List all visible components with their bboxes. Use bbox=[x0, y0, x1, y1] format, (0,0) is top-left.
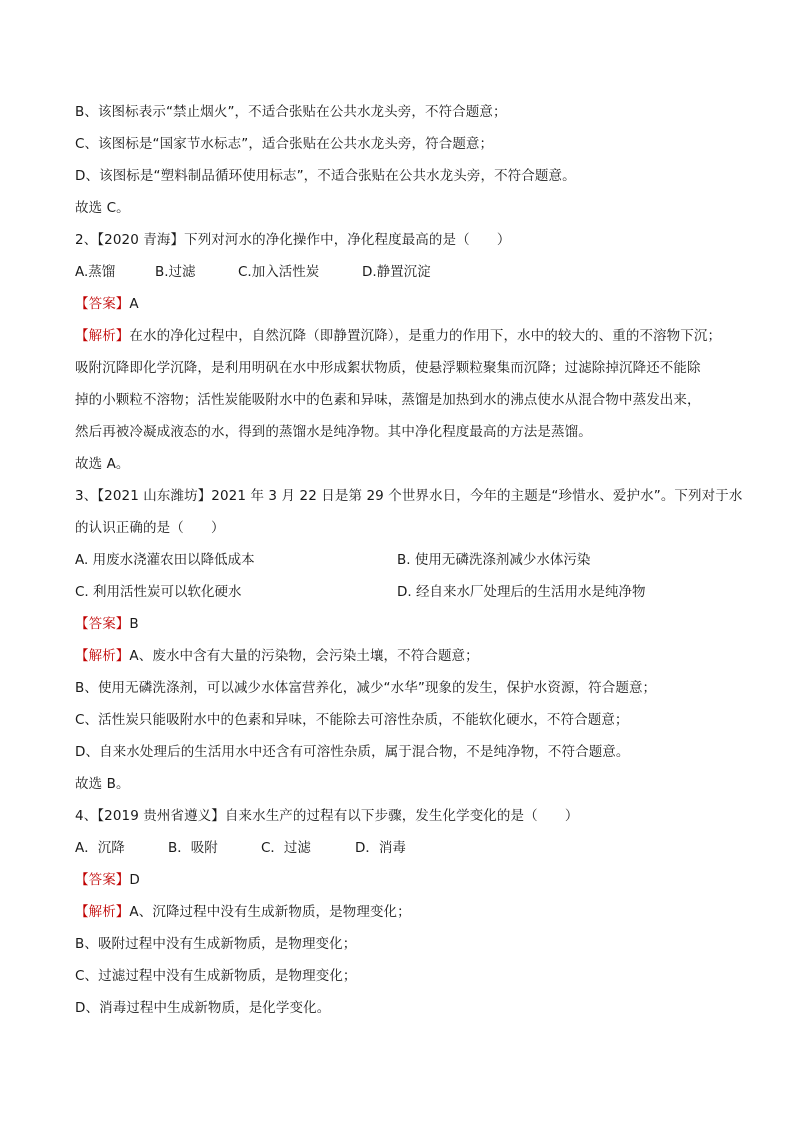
q3-analysis-line-3: C、活性炭只能吸附水中的色素和异味，不能除去可溶性杂质，不能软化硬水，不符合题意； bbox=[75, 712, 629, 728]
q4-answer bbox=[75, 870, 140, 890]
q4-analysis-line-3: C、过滤过程中没有生成新物质，是物理变化； bbox=[75, 968, 357, 984]
prev-analysis-d: D、该图标是“塑料制品循环使用标志”，不适合张贴在公共水龙头旁，不符合题意。 bbox=[75, 168, 576, 184]
q3-stem-line-1 bbox=[75, 486, 742, 506]
q4-option-c: C．过滤 bbox=[261, 840, 311, 856]
q3-option-c: C. 利用活性炭可以软化硬水 bbox=[75, 584, 242, 600]
q4-analysis-line-2: B、吸附过程中没有生成新物质，是物理变化； bbox=[75, 936, 357, 952]
q3-choice: 故选 B。 bbox=[75, 776, 130, 792]
q2-analysis-text-1: 在水的净化过程中，自然沉降（即静置沉降），是重力的作用下，水中的较大的、重的不溶物下沉； bbox=[129, 328, 722, 344]
q3-answer-value: B bbox=[129, 616, 139, 632]
q2-stem: 下列对河水的净化操作中，净化程度最高的是（ ） bbox=[184, 232, 511, 248]
q3-analysis-line-4: D、自来水处理后的生活用水中还含有可溶性杂质，属于混合物，不是纯净物，不符合题意。 bbox=[75, 744, 630, 760]
q2-analysis-line-1 bbox=[75, 326, 721, 346]
q4-analysis-line-1 bbox=[75, 902, 411, 922]
q3-option-a: A. 用废水浇灌农田以降低成本 bbox=[75, 552, 255, 568]
q3-answer-tag: 【答案】 bbox=[75, 616, 130, 632]
q4-answer-tag: 【答案】 bbox=[75, 872, 130, 888]
q2-option-d: D.静置沉淀 bbox=[362, 264, 431, 280]
q2-analysis-line-4: 然后再被冷凝成液态的水，得到的蒸馏水是纯净物。其中净化程度最高的方法是蒸馏。 bbox=[75, 424, 592, 440]
q2-source: 【2020 青海】 bbox=[97, 232, 185, 248]
q2-analysis-tag: 【解析】 bbox=[75, 328, 130, 344]
q4-answer-value: D bbox=[129, 872, 140, 888]
q2-option-b: B.过滤 bbox=[155, 264, 196, 280]
q3-stem-line-2: 的认识正确的是（ ） bbox=[75, 520, 225, 536]
prev-choice: 故选 C。 bbox=[75, 200, 130, 216]
q3-answer bbox=[75, 614, 139, 634]
q2-answer bbox=[75, 294, 139, 314]
q4-analysis-tag: 【解析】 bbox=[75, 904, 130, 920]
prev-analysis-c: C、该图标是“国家节水标志”，适合张贴在公共水龙头旁，符合题意； bbox=[75, 136, 494, 152]
q3-analysis-line-1 bbox=[75, 646, 479, 666]
q3-option-d: D. 经自来水厂处理后的生活用水是纯净物 bbox=[397, 584, 646, 600]
q2-number: 2、 bbox=[75, 232, 98, 248]
q4-source: 【2019 贵州省遵义】 bbox=[97, 808, 225, 824]
q3-analysis-text-1: A、废水中含有大量的污染物，会污染土壤，不符合题意； bbox=[129, 648, 479, 664]
q2-analysis-line-2: 吸附沉降即化学沉降，是利用明矾在水中形成絮状物质，使悬浮颗粒聚集而沉降；过滤除掉沉降还不能除 bbox=[75, 360, 701, 376]
q4-option-d: D．消毒 bbox=[355, 840, 406, 856]
q4-option-b: B．吸附 bbox=[168, 840, 218, 856]
q2-option-a: A.蒸馏 bbox=[75, 264, 116, 280]
q2-answer-value: A bbox=[129, 296, 139, 312]
q3-number: 3、 bbox=[75, 488, 98, 504]
q4-number: 4、 bbox=[75, 808, 98, 824]
q2-stem-line bbox=[75, 230, 511, 250]
prev-analysis-b: B、该图标表示“禁止烟火”，不适合张贴在公共水龙头旁，不符合题意； bbox=[75, 104, 507, 120]
q2-answer-tag: 【答案】 bbox=[75, 296, 130, 312]
q4-analysis-line-4: D、消毒过程中生成新物质，是化学变化。 bbox=[75, 1000, 331, 1016]
q4-analysis-text-1: A、沉降过程中没有生成新物质，是物理变化； bbox=[129, 904, 411, 920]
q4-stem-line bbox=[75, 806, 579, 826]
q4-option-a: A．沉降 bbox=[75, 840, 125, 856]
q3-source: 【2021 山东潍坊】 bbox=[97, 488, 212, 504]
q3-stem-1: 2021 年 3 月 22 日是第 29 个世界水日，今年的主题是“珍惜水、爱护水”。下列对于水 bbox=[211, 488, 743, 504]
q3-analysis-tag: 【解析】 bbox=[75, 648, 130, 664]
q3-analysis-line-2: B、使用无磷洗涤剂，可以减少水体富营养化，减少“水华”现象的发生，保护水资源，符合题意； bbox=[75, 680, 657, 696]
q2-choice: 故选 A。 bbox=[75, 456, 130, 472]
q2-analysis-line-3: 掉的小颗粒不溶物；活性炭能吸附水中的色素和异味，蒸馏是加热到水的沸点使水从混合物中蒸发出来， bbox=[75, 392, 701, 408]
q2-option-c: C.加入活性炭 bbox=[238, 264, 320, 280]
q3-option-b: B. 使用无磷洗涤剂减少水体污染 bbox=[397, 552, 591, 568]
q4-stem: 自来水生产的过程有以下步骤，发生化学变化的是（ ） bbox=[224, 808, 579, 824]
